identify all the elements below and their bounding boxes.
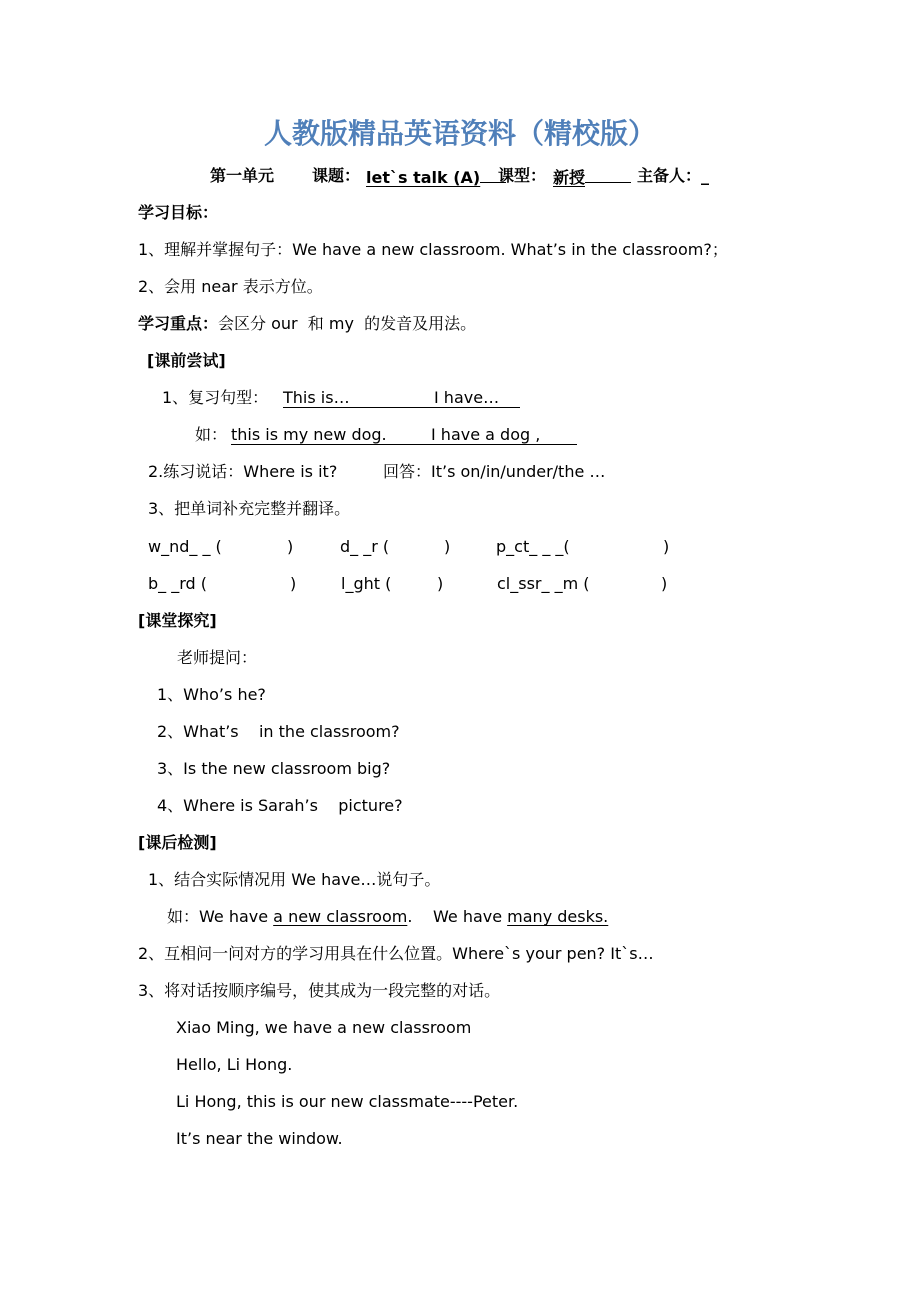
fill-instruction: 3、把单词补充完整并翻译。 <box>148 499 351 518</box>
dialogue-line-3: Li Hong, this is our new classmate----Peter. <box>176 1092 519 1111</box>
key-points <box>138 314 476 334</box>
word-window: w_nd_ _ ( <box>148 537 222 556</box>
example-sentence-a: this is my new dog. <box>231 425 387 444</box>
question-3: 3、Is the new classroom big? <box>157 759 391 778</box>
dialogue-line-2: Hello, Li Hong. <box>176 1055 293 1074</box>
review-label: 1、复习句型： <box>162 388 269 407</box>
review-pattern-a: This is… <box>283 388 350 407</box>
review-pattern-b: I have… <box>434 388 500 407</box>
in-class-heading: [课堂探究] <box>138 611 217 630</box>
practice-answer: 回答：It’s on/in/under/the … <box>383 462 606 481</box>
after-item-3: 3、将对话按顺序编号，使其成为一段完整的对话。 <box>138 981 501 1000</box>
key-points-label: 学习重点： <box>138 314 219 333</box>
teacher-asks: 老师提问： <box>177 648 258 667</box>
word-classroom-close: ) <box>661 574 668 593</box>
unit-label: 第一单元 <box>210 166 275 185</box>
practice-question: 2.练习说话：Where is it? <box>148 462 338 481</box>
example-prefix: 如： <box>195 425 228 444</box>
question-1: 1、Who’s he? <box>157 685 266 704</box>
key-points-text: 会区分 our 和 my 的发音及用法。 <box>218 314 477 333</box>
after-example-1: 如：We have a new classroom. <box>167 907 413 926</box>
word-door-close: ) <box>444 537 451 556</box>
after-example-2: We have many desks. <box>433 907 609 926</box>
pre-class-heading: [课前尝试] <box>147 351 226 370</box>
topic-value: let`s talk (A) <box>366 166 506 188</box>
goal-item-2: 2、会用 near 表示方位。 <box>138 277 323 296</box>
goals-heading: 学习目标： <box>138 203 219 222</box>
dialogue-line-4: It’s near the window. <box>176 1129 343 1148</box>
word-picture: p_ct_ _ _( <box>496 537 570 556</box>
word-classroom: cl_ssr_ _m ( <box>497 574 590 593</box>
word-door: d_ _r ( <box>340 537 390 556</box>
dialogue-line-1: Xiao Ming, we have a new classroom <box>176 1018 472 1037</box>
example-underlined-1: a new classroom <box>273 907 408 926</box>
preparer-label: 主备人：_ <box>637 166 710 185</box>
word-picture-close: ) <box>663 537 670 556</box>
example-sentence-b: I have a dog , <box>431 425 541 444</box>
document-title: 人教版精品英语资料（精校版） <box>263 117 656 150</box>
word-light-close: ) <box>437 574 444 593</box>
question-2: 2、What’s in the classroom? <box>157 722 400 741</box>
after-class-heading: [课后检测] <box>138 833 217 852</box>
topic-label: 课题： <box>312 166 361 185</box>
word-board: b_ _rd ( <box>148 574 208 593</box>
word-light: l_ght ( <box>341 574 392 593</box>
after-item-1: 1、结合实际情况用 We have…说句子。 <box>148 870 441 889</box>
word-window-close: ) <box>287 537 294 556</box>
after-item-2: 2、互相问一问对方的学习用具在什么位置。Where`s your pen? It`s… <box>138 944 654 963</box>
question-4: 4、Where is Sarah’s picture? <box>157 796 403 815</box>
type-label: 课型： <box>498 166 547 185</box>
type-value: 新授 <box>553 166 631 188</box>
goal-item-1: 1、理解并掌握句子：We have a new classroom. What’s in the classroom?； <box>138 240 728 259</box>
example-underlined-2: many desks. <box>507 907 609 926</box>
word-board-close: ) <box>290 574 297 593</box>
